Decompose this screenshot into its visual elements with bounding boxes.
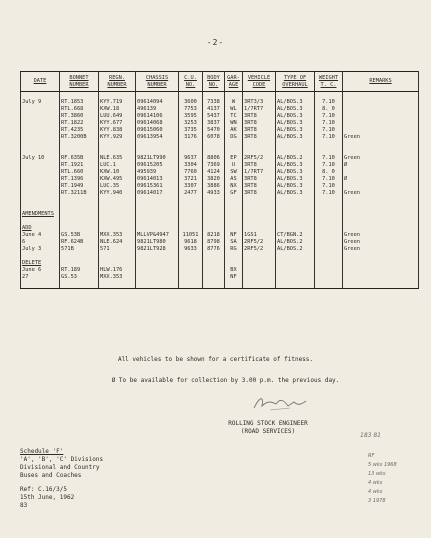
cell-body: 5437 (203, 113, 225, 120)
add-row (21, 232, 419, 239)
cell-overhaul: AL/BOS.3 (276, 99, 315, 106)
col-regn: REGN. NUMBER (99, 72, 136, 92)
cell-weight: 7.10 (315, 127, 343, 134)
cell-weight (315, 232, 343, 239)
spacer-row (21, 148, 419, 155)
cell-body: 3837 (203, 120, 225, 127)
cell-date: 6 (21, 239, 60, 246)
cell-weight (315, 267, 343, 274)
cell-cu: 9618 (179, 239, 203, 246)
col-date: DATE (21, 72, 60, 92)
table-row (21, 99, 419, 106)
cell-code: 1/7RT7 (243, 106, 276, 113)
cell-garage: WN (225, 120, 243, 127)
cell-cu: 3307 (179, 183, 203, 190)
cell-code: 2RF5/2 (243, 239, 276, 246)
cell-date (21, 120, 60, 127)
cell-bonnet: RT.1822 (60, 120, 99, 127)
divisions-label: 'A', 'B', 'C' Divisions (20, 456, 104, 463)
cell-cu: 3600 (179, 99, 203, 106)
cell-date: July 10 (21, 155, 60, 162)
cell-regn: KXW.495 (99, 176, 136, 183)
cell-body: 8806 (203, 155, 225, 162)
cell-remarks: Green (343, 155, 419, 162)
cell-overhaul: AL/BOS.3 (276, 183, 315, 190)
add-label-row (21, 225, 419, 232)
note-collection: Ø To be available for collection by 3.00 p.m. the previous day. (111, 377, 340, 384)
cell-cu: 3176 (179, 134, 203, 141)
cell-bonnet: RT.3860 (60, 113, 99, 120)
cell-overhaul: AL/BOS.3 (276, 120, 315, 127)
spacer-row (21, 253, 419, 260)
cell-regn: NLE.624 (99, 239, 136, 246)
cell-code (243, 274, 276, 281)
table-row (21, 183, 419, 190)
cell-code: 3RT8 (243, 162, 276, 169)
table-row (21, 176, 419, 183)
cell-code: 3RT8 (243, 113, 276, 120)
cell-weight: 8. 0 (315, 169, 343, 176)
handwritten-line: 13 wks (368, 471, 386, 477)
overhaul-schedule-table (20, 71, 419, 289)
cell-bonnet: RT.3200B (60, 134, 99, 141)
table-row (21, 169, 419, 176)
table-row (21, 113, 419, 120)
cell-remarks (343, 106, 419, 113)
cell-weight: 7.10 (315, 120, 343, 127)
cell-regn: KXW.18 (99, 106, 136, 113)
cell-remarks: Ø (343, 162, 419, 169)
cell-regn: KYY.838 (99, 127, 136, 134)
cell-garage: SW (225, 169, 243, 176)
cell-remarks (343, 113, 419, 120)
cell-chassis: 9821LT980 (136, 239, 179, 246)
cell-remarks (343, 183, 419, 190)
cell-overhaul (276, 274, 315, 281)
delete-label: DELETE (21, 260, 60, 267)
cell-weight: 7.10 (315, 176, 343, 183)
cell-chassis (136, 274, 179, 281)
cell-garage: W (225, 99, 243, 106)
cell-regn: HLW.176 (99, 267, 136, 274)
divisional-label: Divisional and Country (20, 464, 100, 471)
cell-regn: 571 (99, 246, 136, 253)
cell-bonnet: RT.1949 (60, 183, 99, 190)
cell-garage: WL (225, 106, 243, 113)
cell-code (243, 267, 276, 274)
number-label: 83 (20, 502, 28, 509)
cell-garage: GF (225, 190, 243, 197)
cell-bonnet: RTL.668 (60, 106, 99, 113)
cell-garage: NF (225, 232, 243, 239)
delete-row (21, 274, 419, 281)
handwritten-line: RF (368, 453, 375, 459)
cell-bonnet: RT.189 (60, 267, 99, 274)
cell-weight (315, 246, 343, 253)
cell-overhaul: AL/BOS.2 (276, 155, 315, 162)
cell-bonnet: 571B (60, 246, 99, 253)
table-row (21, 155, 419, 162)
cell-body: 6078 (203, 134, 225, 141)
handwritten-line: 4 wks (368, 480, 383, 486)
page-number: -2- (206, 38, 225, 47)
col-remarks: REMARKS (343, 72, 419, 92)
cell-overhaul: CT/BGN.2 (276, 232, 315, 239)
col-weight: WEIGHT T. C. (315, 72, 343, 92)
cell-chassis: 09614013 (136, 176, 179, 183)
cell-weight: 7.10 (315, 162, 343, 169)
cell-remarks (343, 127, 419, 134)
cell-body: 7338 (203, 99, 225, 106)
spacer-row (21, 204, 419, 211)
cell-date: 27 (21, 274, 60, 281)
cell-garage: AS (225, 176, 243, 183)
cell-cu: 11051 (179, 232, 203, 239)
cell-body: 4124 (203, 169, 225, 176)
cell-bonnet: RT.4235 (60, 127, 99, 134)
cell-overhaul: AL/BOS.3 (276, 127, 315, 134)
cell-body: 3886 (203, 183, 225, 190)
spacer-row (21, 281, 419, 289)
cell-date (21, 113, 60, 120)
cell-date (21, 183, 60, 190)
cell-date: July 3 (21, 246, 60, 253)
cell-body: 4137 (203, 106, 225, 113)
cell-date: June 6 (21, 267, 60, 274)
cell-weight: 7.10 (315, 190, 343, 197)
add-label: ADD (21, 225, 60, 232)
cell-date (21, 169, 60, 176)
cell-cu: 2477 (179, 190, 203, 197)
cell-chassis (136, 267, 179, 274)
cell-chassis: 09614094 (136, 99, 179, 106)
cell-garage: RG (225, 246, 243, 253)
cell-code: 3RT8 (243, 176, 276, 183)
cell-overhaul: AL/BOS.3 (276, 190, 315, 197)
cell-cu: 3735 (179, 127, 203, 134)
cell-bonnet: RTL.660 (60, 169, 99, 176)
cell-code: 3RT8 (243, 120, 276, 127)
cell-remarks: Green (343, 134, 419, 141)
note-certificate: All vehicles to be shown for a certificate of fitness. (117, 356, 314, 363)
signatory-block (213, 420, 323, 436)
cell-chassis: 09615361 (136, 183, 179, 190)
cell-code: 3RT8 (243, 134, 276, 141)
table-header-row (21, 72, 419, 92)
cell-cu (179, 267, 203, 274)
col-garage: GAR-AGE (225, 72, 243, 92)
cell-cu: 3595 (179, 113, 203, 120)
cell-regn: LUC.35 (99, 183, 136, 190)
cell-body: 8798 (203, 239, 225, 246)
handwritten-line: 5 wks 1968 (368, 462, 397, 468)
cell-remarks (343, 169, 419, 176)
cell-garage: NF (225, 274, 243, 281)
cell-overhaul: AL/BOS.3 (276, 106, 315, 113)
cell-weight: 8. 0 (315, 106, 343, 113)
cell-date (21, 106, 60, 113)
cell-cu (179, 274, 203, 281)
cell-body: 8776 (203, 246, 225, 253)
cell-remarks (343, 267, 419, 274)
cell-remarks: Ø (343, 176, 419, 183)
cell-garage: EP (225, 155, 243, 162)
cell-garage: NX (225, 183, 243, 190)
cell-chassis: 9821LT990 (136, 155, 179, 162)
cell-code: 3RT8 (243, 183, 276, 190)
cell-overhaul: AL/BOS.3 (276, 169, 315, 176)
cell-regn: MXX.353 (99, 274, 136, 281)
cell-code: 3RT3/3 (243, 99, 276, 106)
signature (250, 392, 310, 414)
cell-code: 3RT8 (243, 190, 276, 197)
cell-code: 2RF5/2 (243, 155, 276, 162)
cell-regn: KYY.940 (99, 190, 136, 197)
ref-label: Ref: C.16/3/5 (20, 486, 67, 493)
cell-cu: 3304 (179, 162, 203, 169)
cell-chassis: 9821LT928 (136, 246, 179, 253)
cell-garage: SA (225, 239, 243, 246)
spacer-row (21, 197, 419, 204)
cell-cu: 7753 (179, 106, 203, 113)
cell-chassis: 496139 (136, 106, 179, 113)
cell-weight: 7.10 (315, 134, 343, 141)
table-row (21, 127, 419, 134)
cell-overhaul: AL/BOS.2 (276, 239, 315, 246)
schedule-label: Schedule 'F' (20, 448, 64, 455)
cell-garage: AK (225, 127, 243, 134)
cell-overhaul (276, 267, 315, 274)
cell-body: 4933 (203, 190, 225, 197)
date-label: 15th June, 1962 (20, 494, 75, 501)
spacer-row (21, 141, 419, 148)
col-cu: C.U. NO. (179, 72, 203, 92)
cell-remarks: Green (343, 190, 419, 197)
cell-cu: 9637 (179, 155, 203, 162)
cell-body: 5470 (203, 127, 225, 134)
cell-chassis: 09614017 (136, 190, 179, 197)
cell-remarks: Green (343, 246, 419, 253)
col-overhaul: TYPE OF OVERHAUL (276, 72, 315, 92)
cell-bonnet: RT.3211B (60, 190, 99, 197)
cell-cu: 3253 (179, 120, 203, 127)
amendments-heading: AMENDMENTS (21, 211, 60, 218)
cell-date (21, 176, 60, 183)
cell-chassis: MLLVP&4947 (136, 232, 179, 239)
spacer-row (21, 92, 419, 100)
cell-bonnet: GS.53B (60, 232, 99, 239)
delete-label-row (21, 260, 419, 267)
cell-code: 2RF5/2 (243, 246, 276, 253)
cell-date: June 4 (21, 232, 60, 239)
cell-code: 3RT8 (243, 127, 276, 134)
cell-chassis: 09614106 (136, 113, 179, 120)
cell-overhaul: AL/BOS.2 (276, 246, 315, 253)
cell-overhaul: AL/BOS.3 (276, 176, 315, 183)
cell-regn: MXX.353 (99, 232, 136, 239)
cell-date (21, 134, 60, 141)
cell-regn: LUU.649 (99, 113, 136, 120)
footer-block (20, 448, 103, 510)
cell-weight: 7.10 (315, 113, 343, 120)
cell-garage: DG (225, 134, 243, 141)
cell-weight: 7.10 (315, 155, 343, 162)
add-row (21, 239, 419, 246)
cell-code: 1/7RT7 (243, 169, 276, 176)
cell-cu: 3721 (179, 176, 203, 183)
cell-date (21, 162, 60, 169)
table-row (21, 190, 419, 197)
cell-body (203, 274, 225, 281)
cell-garage: BX (225, 267, 243, 274)
spacer-row (21, 218, 419, 225)
cell-chassis: 495939 (136, 169, 179, 176)
cell-bonnet: RF.635B (60, 155, 99, 162)
cell-weight: 7.10 (315, 99, 343, 106)
cell-bonnet: GS.53 (60, 274, 99, 281)
cell-body: 7369 (203, 162, 225, 169)
cell-date: July 9 (21, 99, 60, 106)
cell-weight (315, 274, 343, 281)
signatory-title: ROLLING STOCK ENGINEER (228, 420, 308, 427)
cell-regn: NLE.635 (99, 155, 136, 162)
cell-chassis: 09614068 (136, 120, 179, 127)
cell-bonnet: RT.1853 (60, 99, 99, 106)
handwritten-line: 3 1978 (368, 498, 386, 504)
handwritten-notes (368, 452, 397, 506)
cell-garage: TC (225, 113, 243, 120)
cell-regn: LUC.1 (99, 162, 136, 169)
col-body: BODY NO. (203, 72, 225, 92)
handwritten-line: 4 wks (368, 489, 383, 495)
cell-chassis: 09615205 (136, 162, 179, 169)
cell-bonnet: RT.1396 (60, 176, 99, 183)
signatory-dept: (ROAD SERVICES) (240, 428, 296, 435)
cell-overhaul: AL/BOS.3 (276, 113, 315, 120)
table-row (21, 106, 419, 113)
delete-row (21, 267, 419, 274)
cell-cu: 9633 (179, 246, 203, 253)
amendments-heading-row (21, 211, 419, 218)
cell-cu: 7760 (179, 169, 203, 176)
cell-chassis: 09613954 (136, 134, 179, 141)
cell-weight (315, 239, 343, 246)
cell-body: 3820 (203, 176, 225, 183)
cell-remarks (343, 120, 419, 127)
cell-garage: U (225, 162, 243, 169)
cell-chassis: 09615060 (136, 127, 179, 134)
col-vehicle-code: VEHICLE CODE (243, 72, 276, 92)
cell-regn: KYY.929 (99, 134, 136, 141)
cell-remarks: Green (343, 239, 419, 246)
table-row (21, 120, 419, 127)
cell-date (21, 127, 60, 134)
cell-bonnet: RT.1921 (60, 162, 99, 169)
cell-weight: 7.10 (315, 183, 343, 190)
table-row (21, 162, 419, 169)
add-row (21, 246, 419, 253)
cell-body: 8218 (203, 232, 225, 239)
table-row (21, 134, 419, 141)
cell-regn: KXW.10 (99, 169, 136, 176)
cell-date (21, 190, 60, 197)
cell-remarks: Green (343, 232, 419, 239)
cell-bonnet: RF.624B (60, 239, 99, 246)
cell-remarks (343, 99, 419, 106)
cell-regn: KYY.719 (99, 99, 136, 106)
cell-remarks (343, 274, 419, 281)
col-chassis: CHASSIS NUMBER (136, 72, 179, 92)
cell-regn: KYY.677 (99, 120, 136, 127)
handwritten-top: 183 81 (360, 432, 381, 439)
cell-overhaul: AL/BOS.3 (276, 134, 315, 141)
cell-body (203, 267, 225, 274)
buses-label: Buses and Coaches (20, 472, 82, 479)
col-bonnet: BONNET NUMBER (60, 72, 99, 92)
cell-code: 1GS1 (243, 232, 276, 239)
cell-overhaul: AL/BOS.3 (276, 162, 315, 169)
